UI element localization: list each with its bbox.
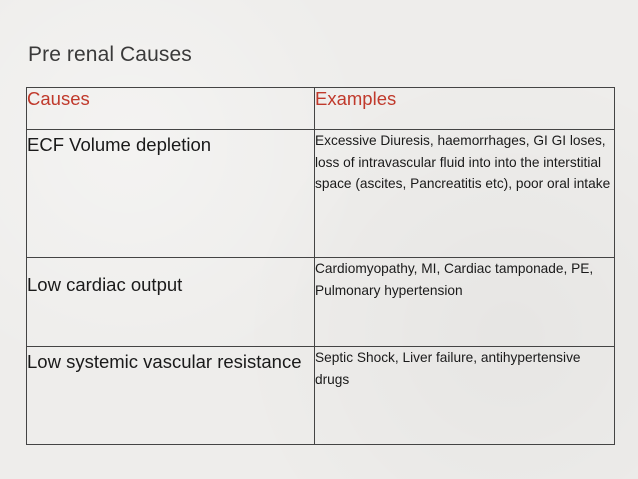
- slide-title: Pre renal Causes: [28, 43, 192, 66]
- header-examples: Examples: [315, 88, 615, 130]
- cause-cell: Low systemic vascular resistance: [27, 347, 315, 445]
- table-row: [27, 258, 615, 347]
- examples-cell: Septic Shock, Liver failure, antihypertensive drugs: [315, 347, 615, 445]
- header-causes: Causes: [27, 88, 315, 130]
- examples-cell: Excessive Diuresis, haemorrhages, GI GI loses, loss of intravascular fluid into into the interstitial space (ascites, Pancreatitis etc), poor oral intake: [315, 130, 615, 258]
- table-row: [27, 130, 615, 258]
- causes-table: [26, 87, 615, 445]
- cause-cell: ECF Volume depletion: [27, 130, 315, 258]
- examples-cell: Cardiomyopathy, MI, Cardiac tamponade, PE, Pulmonary hypertension: [315, 258, 615, 347]
- table-row: [27, 347, 615, 445]
- cause-cell: Low cardiac output: [27, 258, 315, 347]
- table-header-row: [27, 88, 615, 130]
